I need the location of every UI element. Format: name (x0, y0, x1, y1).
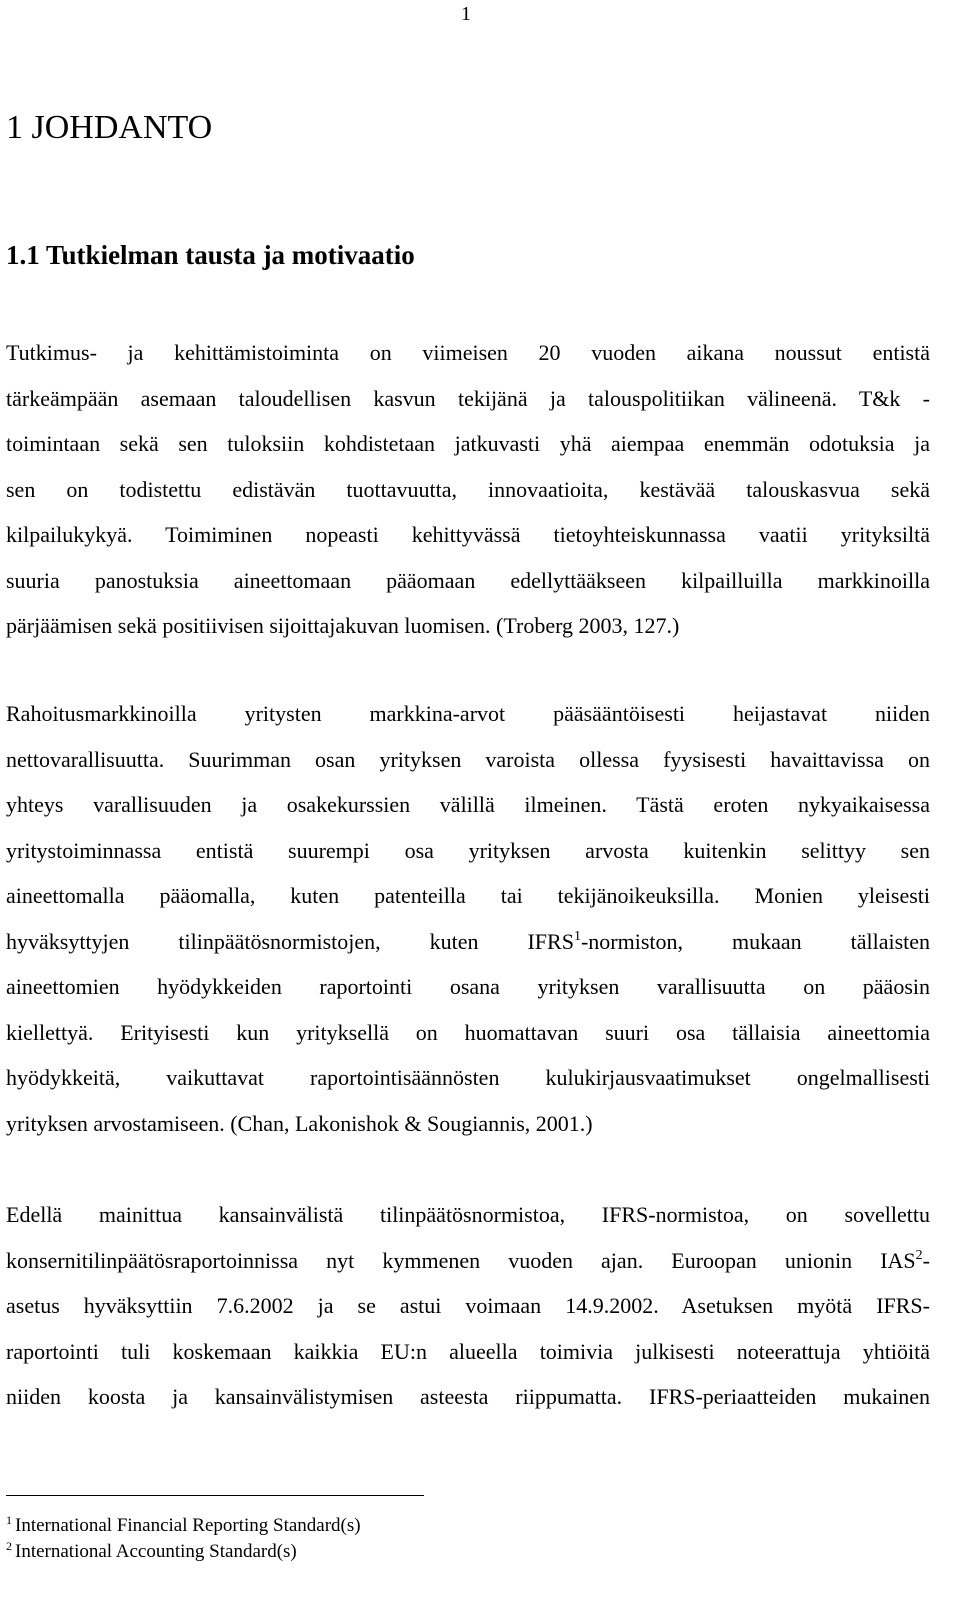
text-line-with-footnote-ref (6, 919, 930, 965)
text-line: yritystoiminnassa entistä suurempi osa yrityksen arvosta kuitenkin selittyy sen (6, 837, 930, 863)
footnote-text: International Accounting Standard(s) (15, 1541, 297, 1562)
text-line: niiden koosta ja kansainvälistymisen asteesta riippumatta. IFRS-periaatteiden mukainen (6, 1384, 930, 1409)
text-line: tärkeämpään asemaan taloudellisen kasvun tekijänä ja talouspolitiikan välineenä. T&k - (6, 385, 930, 411)
text-line: raportointi tuli koskemaan kaikkia EU:n alueella toimivia julkisesti noteerattuja yhtiöitä (6, 1338, 930, 1364)
footnote-reference[interactable]: 2 (915, 1247, 923, 1263)
text-line: sen on todistettu edistävän tuottavuutta, innovaatioita, kestävää talouskasvua sekä (6, 476, 930, 502)
text-line: aineettomien hyödykkeiden raportointi osana yrityksen varallisuutta on pääosin (6, 974, 930, 999)
paragraph-research-background (6, 330, 930, 649)
section-heading: 1.1 Tutkielman tausta ja motivaatio (6, 240, 415, 270)
text-line: hyödykkeitä, vaikuttavat raportointisäännösten kulukirjausvaatimukset ongelmallisesti (6, 1065, 930, 1090)
text-line: kiellettyä. Erityisesti kun yrityksellä on huomattavan suuri osa tällaisia aineettomia (6, 1019, 930, 1045)
footnotes (6, 1513, 361, 1565)
text-fragment: konsernitilinpäätösraportoinnissa nyt kymmenen vuoden ajan. Euroopan unionin IAS (6, 1247, 916, 1273)
footnote-marker: 1 (6, 1513, 12, 1527)
footnote-2 (6, 1539, 361, 1565)
text-line: suuria panostuksia aineettomaan pääomaan edellyttääkseen kilpailluilla markkinoilla (6, 567, 930, 593)
text-line: toimintaan sekä sen tuloksiin kohdistetaan jatkuvasti yhä aiempaa enemmän odotuksia ja (6, 431, 930, 456)
text-fragment: - (922, 1247, 930, 1273)
text-line: Edellä mainittua kansainvälistä tilinpäätösnormistoa, IFRS-normistoa, on sovellettu (6, 1202, 930, 1227)
text-line: nettovarallisuutta. Suurimman osan yrityksen varoista ollessa fyysisesti havaittavissa on (6, 746, 930, 772)
paragraph-market-values (6, 691, 930, 1146)
text-line-with-footnote-ref (6, 1238, 930, 1284)
text-line: asetus hyväksyttiin 7.6.2002 ja se astui voimaan 14.9.2002. Asetuksen myötä IFRS- (6, 1293, 930, 1318)
text-line: Tutkimus- ja kehittämistoiminta on viimeisen 20 vuoden aikana noussut entistä (6, 340, 930, 365)
text-line: kilpailukykyä. Toimiminen nopeasti kehittyvässä tietoyhteiskunnassa vaatii yrityksiltä (6, 522, 930, 547)
footnote-separator (6, 1495, 424, 1496)
text-fragment: hyväksyttyjen tilinpäätösnormistojen, kuten IFRS (6, 928, 574, 954)
footnote-text: International Financial Reporting Standard(s) (15, 1515, 361, 1536)
text-line: yhteys varallisuuden ja osakekurssien välillä ilmeinen. Tästä eroten nykyaikaisessa (6, 792, 930, 817)
footnote-marker: 2 (6, 1539, 12, 1553)
footnote-1 (6, 1513, 361, 1539)
paragraph-ifrs-adoption (6, 1192, 930, 1420)
text-line: Rahoitusmarkkinoilla yritysten markkina-arvot pääsääntöisesti heijastavat niiden (6, 701, 930, 726)
page-number: 1 (461, 3, 471, 25)
text-line: yrityksen arvostamiseen. (Chan, Lakonishok & Sougiannis, 2001.) (6, 1110, 593, 1136)
footnote-reference[interactable]: 1 (573, 928, 581, 944)
text-line: aineettomalla pääomalla, kuten patenteilla tai tekijänoikeuksilla. Monien yleisesti (6, 883, 930, 908)
text-line: pärjäämisen sekä positiivisen sijoittajakuvan luomisen. (Troberg 2003, 127.) (6, 613, 680, 638)
text-fragment: -normiston, mukaan tällaisten (580, 928, 931, 954)
chapter-heading: 1 JOHDANTO (6, 109, 213, 146)
